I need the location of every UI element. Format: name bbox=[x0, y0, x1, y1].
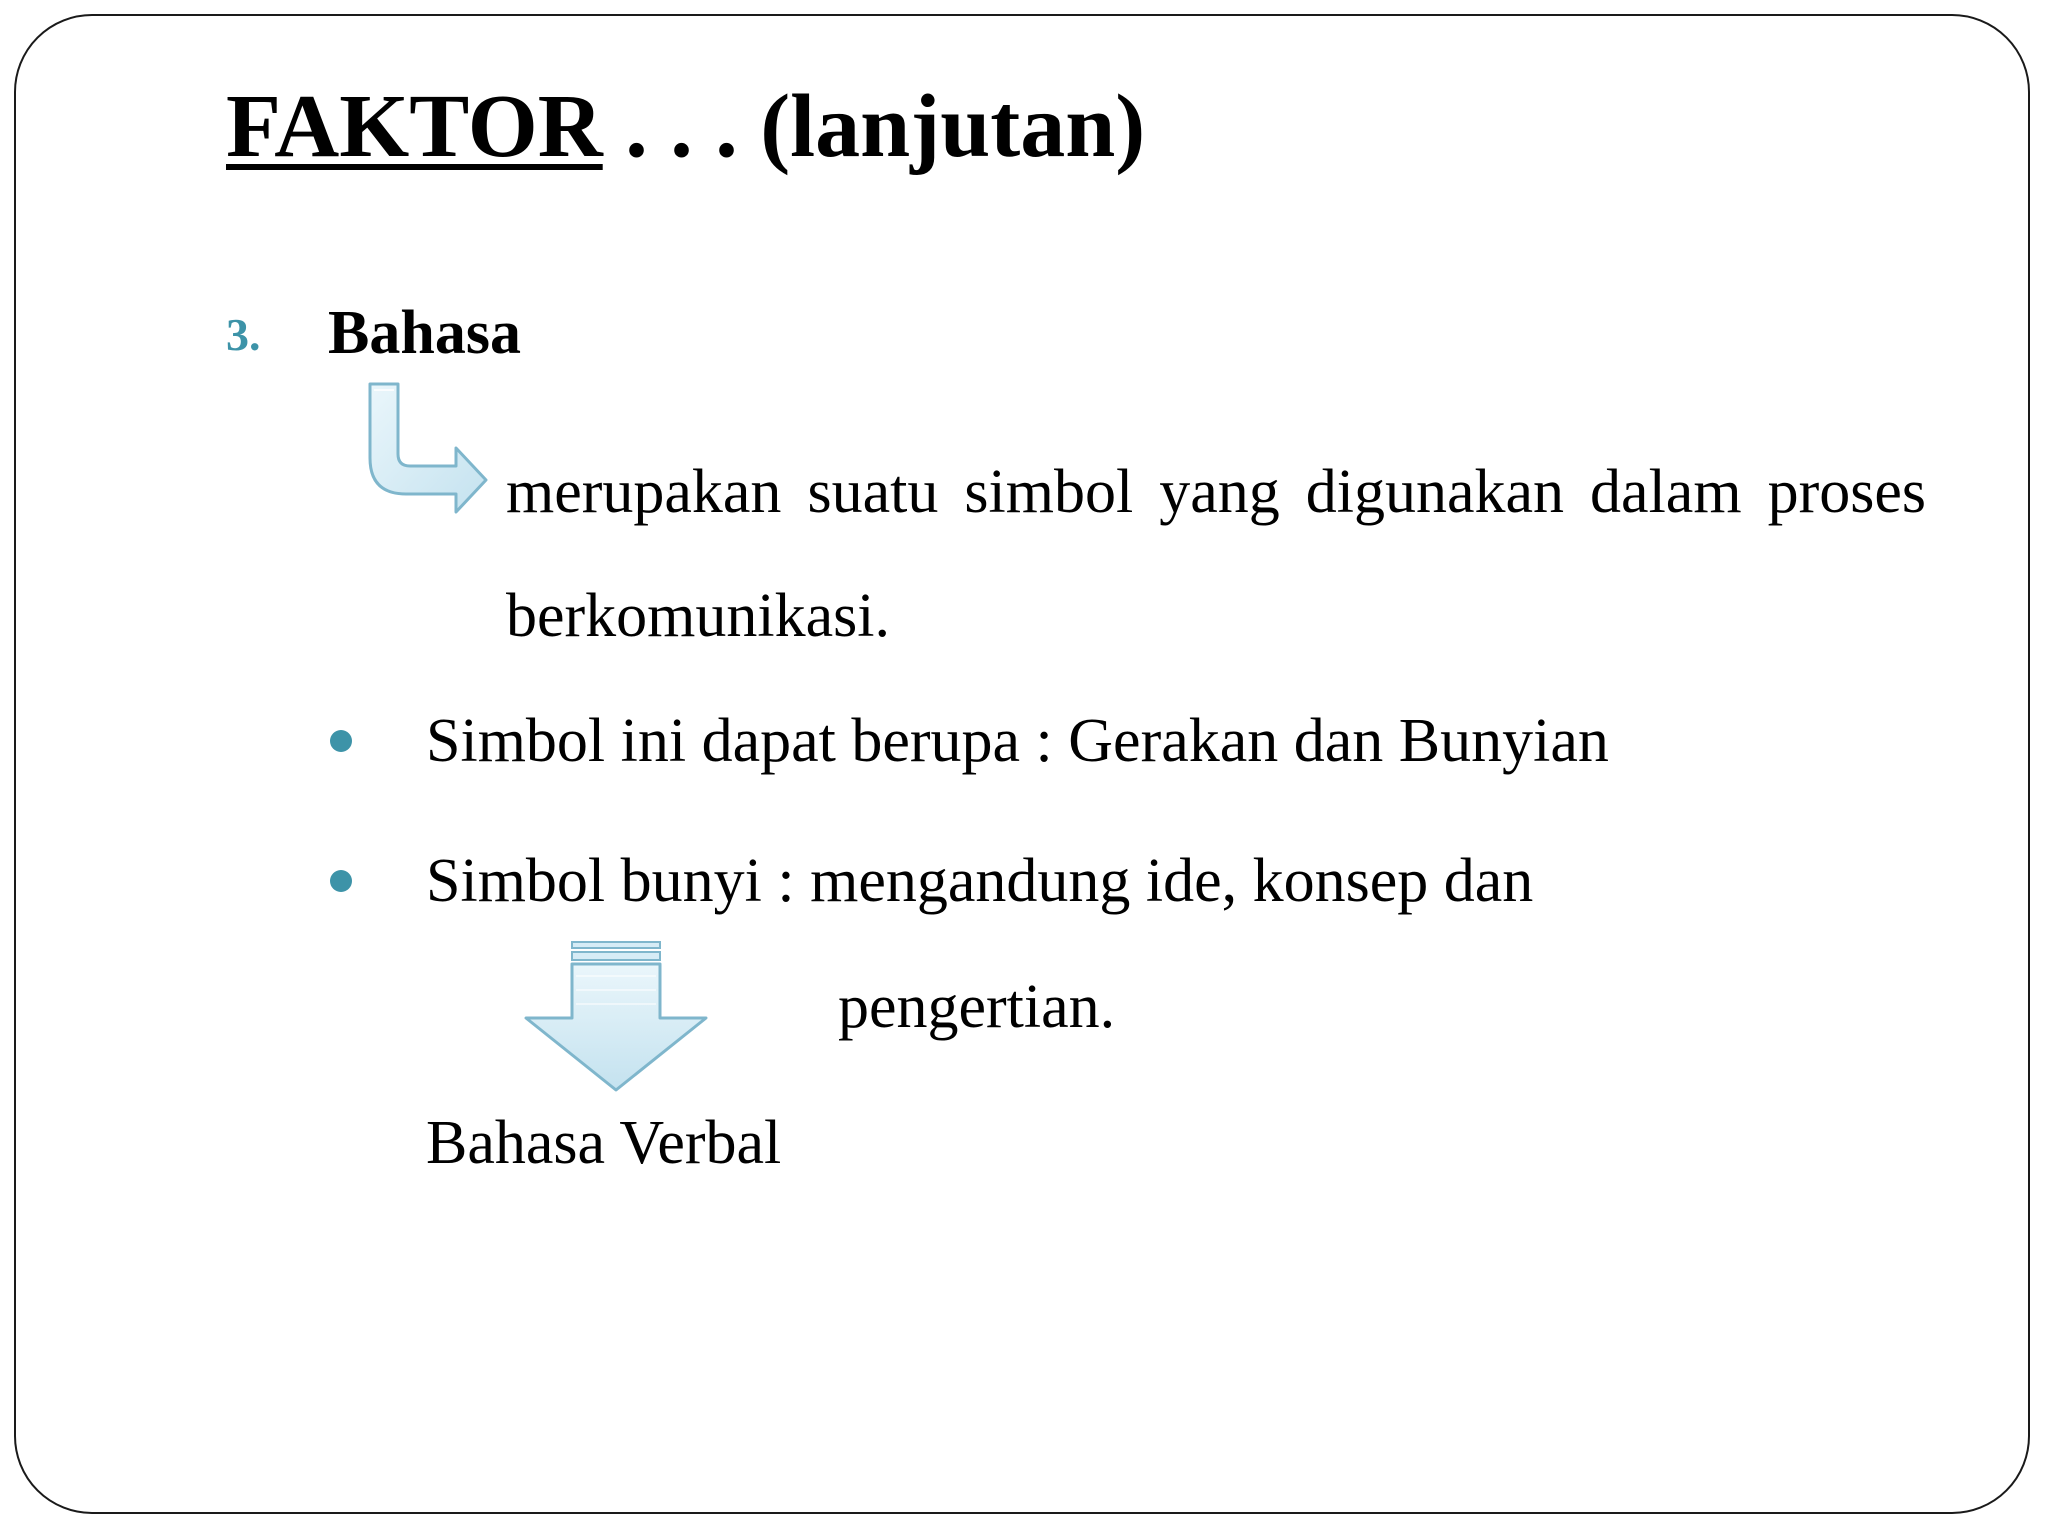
title-main: FAKTOR bbox=[226, 77, 603, 176]
result-label: Bahasa Verbal bbox=[426, 1109, 782, 1177]
item-number: 3. bbox=[226, 309, 261, 360]
item-definition: merupakan suatu simbol yang digunakan dalam proses berkomunikasi. bbox=[506, 458, 1926, 650]
bullet-text-1: Simbol ini dapat berupa : Gerakan dan Bunyian bbox=[426, 707, 1609, 775]
bent-arrow-right-icon bbox=[360, 380, 490, 520]
item-heading: Bahasa bbox=[328, 299, 521, 367]
title-suffix: . . . (lanjutan) bbox=[602, 77, 1146, 176]
down-arrow-icon bbox=[520, 940, 710, 1100]
bullet-text-2: Simbol bunyi : mengandung ide, konsep dan bbox=[426, 847, 1534, 915]
bullet-dot-2 bbox=[330, 870, 352, 892]
slide-title bbox=[226, 77, 1146, 176]
bullet-continuation-2: pengertian. bbox=[838, 973, 1116, 1041]
bullet-dot-1 bbox=[330, 730, 352, 752]
